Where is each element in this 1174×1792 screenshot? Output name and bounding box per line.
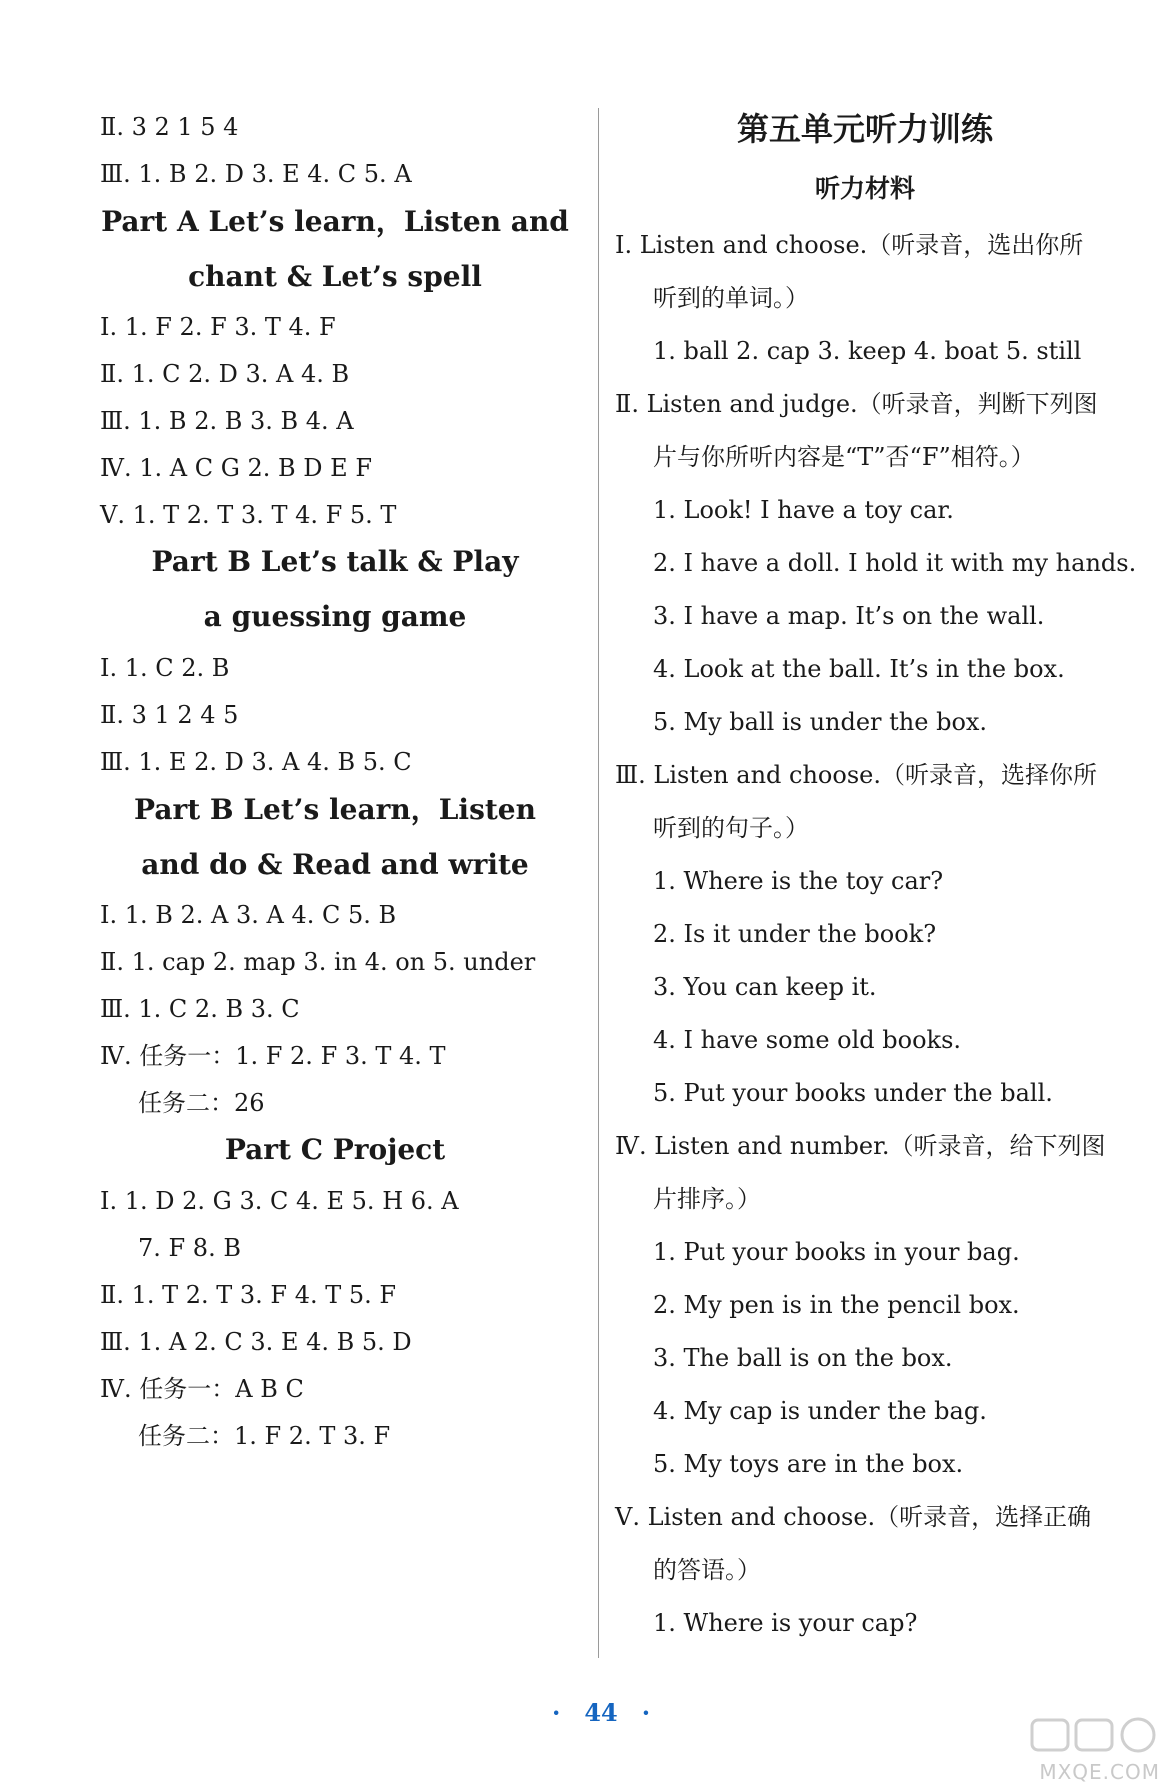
listening-line: Ⅲ. Listen and choose.（听录音，选择你所 — [615, 761, 1097, 789]
page-title: 第五单元听力训练 — [736, 110, 993, 148]
listening-line: 1. Where is your cap? — [653, 1609, 918, 1637]
listening-line: 1. Where is the toy car? — [653, 867, 944, 895]
answer-line: Ⅰ. 1. F 2. F 3. T 4. F — [100, 313, 336, 341]
answer-line: Ⅱ. 1. cap 2. map 3. in 4. on 5. under — [100, 948, 536, 976]
listening-line: 1. ball 2. cap 3. keep 4. boat 5. still — [653, 337, 1082, 365]
section-heading: Part B Let’s talk & Play — [151, 545, 519, 578]
listening-line: 5. My ball is under the box. — [653, 708, 988, 736]
listening-line: 4. I have some old books. — [653, 1026, 962, 1054]
section-heading: chant & Let’s spell — [188, 260, 482, 293]
listening-line: 3. The ball is on the box. — [653, 1344, 953, 1372]
section-heading: Part B Let’s learn，Listen — [134, 793, 536, 826]
section-heading: Part A Let’s learn，Listen and — [101, 205, 569, 238]
listening-line: Ⅳ. Listen and number.（听录音，给下列图 — [615, 1132, 1106, 1160]
section-heading: a guessing game — [203, 600, 467, 633]
listening-line: 听到的单词。） — [653, 284, 809, 312]
answer-line: Ⅰ. 1. B 2. A 3. A 4. C 5. B — [100, 901, 397, 929]
answer-line: Ⅱ. 1. T 2. T 3. F 4. T 5. F — [100, 1281, 397, 1309]
answer-line: Ⅳ. 1. A C G 2. B D E F — [100, 454, 372, 482]
answer-line: Ⅲ. 1. E 2. D 3. A 4. B 5. C — [100, 748, 412, 776]
answer-line: Ⅱ. 1. C 2. D 3. A 4. B — [100, 360, 350, 388]
watermark — [1030, 1714, 1160, 1784]
listening-line: 1. Look! I have a toy car. — [653, 496, 954, 524]
answer-line: Ⅱ. 3 2 1 5 4 — [100, 113, 239, 141]
section-subtitle: 听力材料 — [814, 174, 915, 203]
listening-line: Ⅰ. Listen and choose.（听录音，选出你所 — [615, 231, 1084, 259]
listening-line: 1. Put your books in your bag. — [653, 1238, 1020, 1266]
section-heading: and do & Read and write — [141, 848, 529, 881]
answer-line: 7. F 8. B — [138, 1234, 241, 1262]
listening-line: 2. I have a doll. I hold it with my hands. — [653, 549, 1137, 577]
page-dot-left: · — [552, 1698, 561, 1727]
answer-line: Ⅲ. 1. B 2. D 3. E 4. C 5. A — [100, 160, 412, 188]
listening-line: 2. Is it under the book? — [653, 920, 937, 948]
answer-line: Ⅲ. 1. B 2. B 3. B 4. A — [100, 407, 354, 435]
listening-line: 听到的句子。） — [653, 814, 809, 842]
page-number — [540, 1698, 660, 1727]
listening-line: 3. I have a map. It’s on the wall. — [653, 602, 1045, 630]
answer-line: Ⅲ. 1. A 2. C 3. E 4. B 5. D — [100, 1328, 412, 1356]
answer-line: Ⅱ. 3 1 2 4 5 — [100, 701, 239, 729]
answer-line: Ⅰ. 1. D 2. G 3. C 4. E 5. H 6. A — [100, 1187, 459, 1215]
listening-line: Ⅴ. Listen and choose.（听录音，选择正确 — [615, 1503, 1092, 1531]
listening-line: 片排序。） — [653, 1185, 761, 1213]
answer-line: 任务二：26 — [138, 1089, 265, 1117]
answer-line: Ⅲ. 1. C 2. B 3. C — [100, 995, 300, 1023]
answer-line: Ⅳ. 任务一：1. F 2. F 3. T 4. T — [100, 1042, 446, 1070]
listening-line: 2. My pen is in the pencil box. — [653, 1291, 1020, 1319]
listening-line: Ⅱ. Listen and judge.（听录音，判断下列图 — [615, 390, 1098, 418]
listening-line: 5. My toys are in the box. — [653, 1450, 964, 1478]
listening-line: 3. You can keep it. — [653, 973, 877, 1001]
section-heading: Part C Project — [224, 1133, 446, 1166]
listening-line: 4. My cap is under the bag. — [653, 1397, 987, 1425]
listening-line: 的答语。） — [653, 1556, 761, 1584]
page-number-text: 44 — [584, 1698, 618, 1727]
answer-line: Ⅰ. 1. C 2. B — [100, 654, 230, 682]
watermark-url: MXQE.COM — [1039, 1760, 1160, 1784]
listening-line: 5. Put your books under the ball. — [653, 1079, 1053, 1107]
column-divider — [598, 108, 599, 1658]
page-dot-right: · — [641, 1698, 651, 1727]
answer-line: Ⅳ. 任务一：A B C — [100, 1375, 304, 1403]
listening-line: 4. Look at the ball. It’s in the box. — [653, 655, 1065, 683]
watermark-logo-icon — [1030, 1714, 1160, 1754]
listening-line: 片与你所听内容是“T”否“F”相符。） — [653, 443, 1035, 471]
answer-line: Ⅴ. 1. T 2. T 3. T 4. F 5. T — [100, 501, 397, 529]
answer-line: 任务二：1. F 2. T 3. F — [138, 1422, 391, 1450]
